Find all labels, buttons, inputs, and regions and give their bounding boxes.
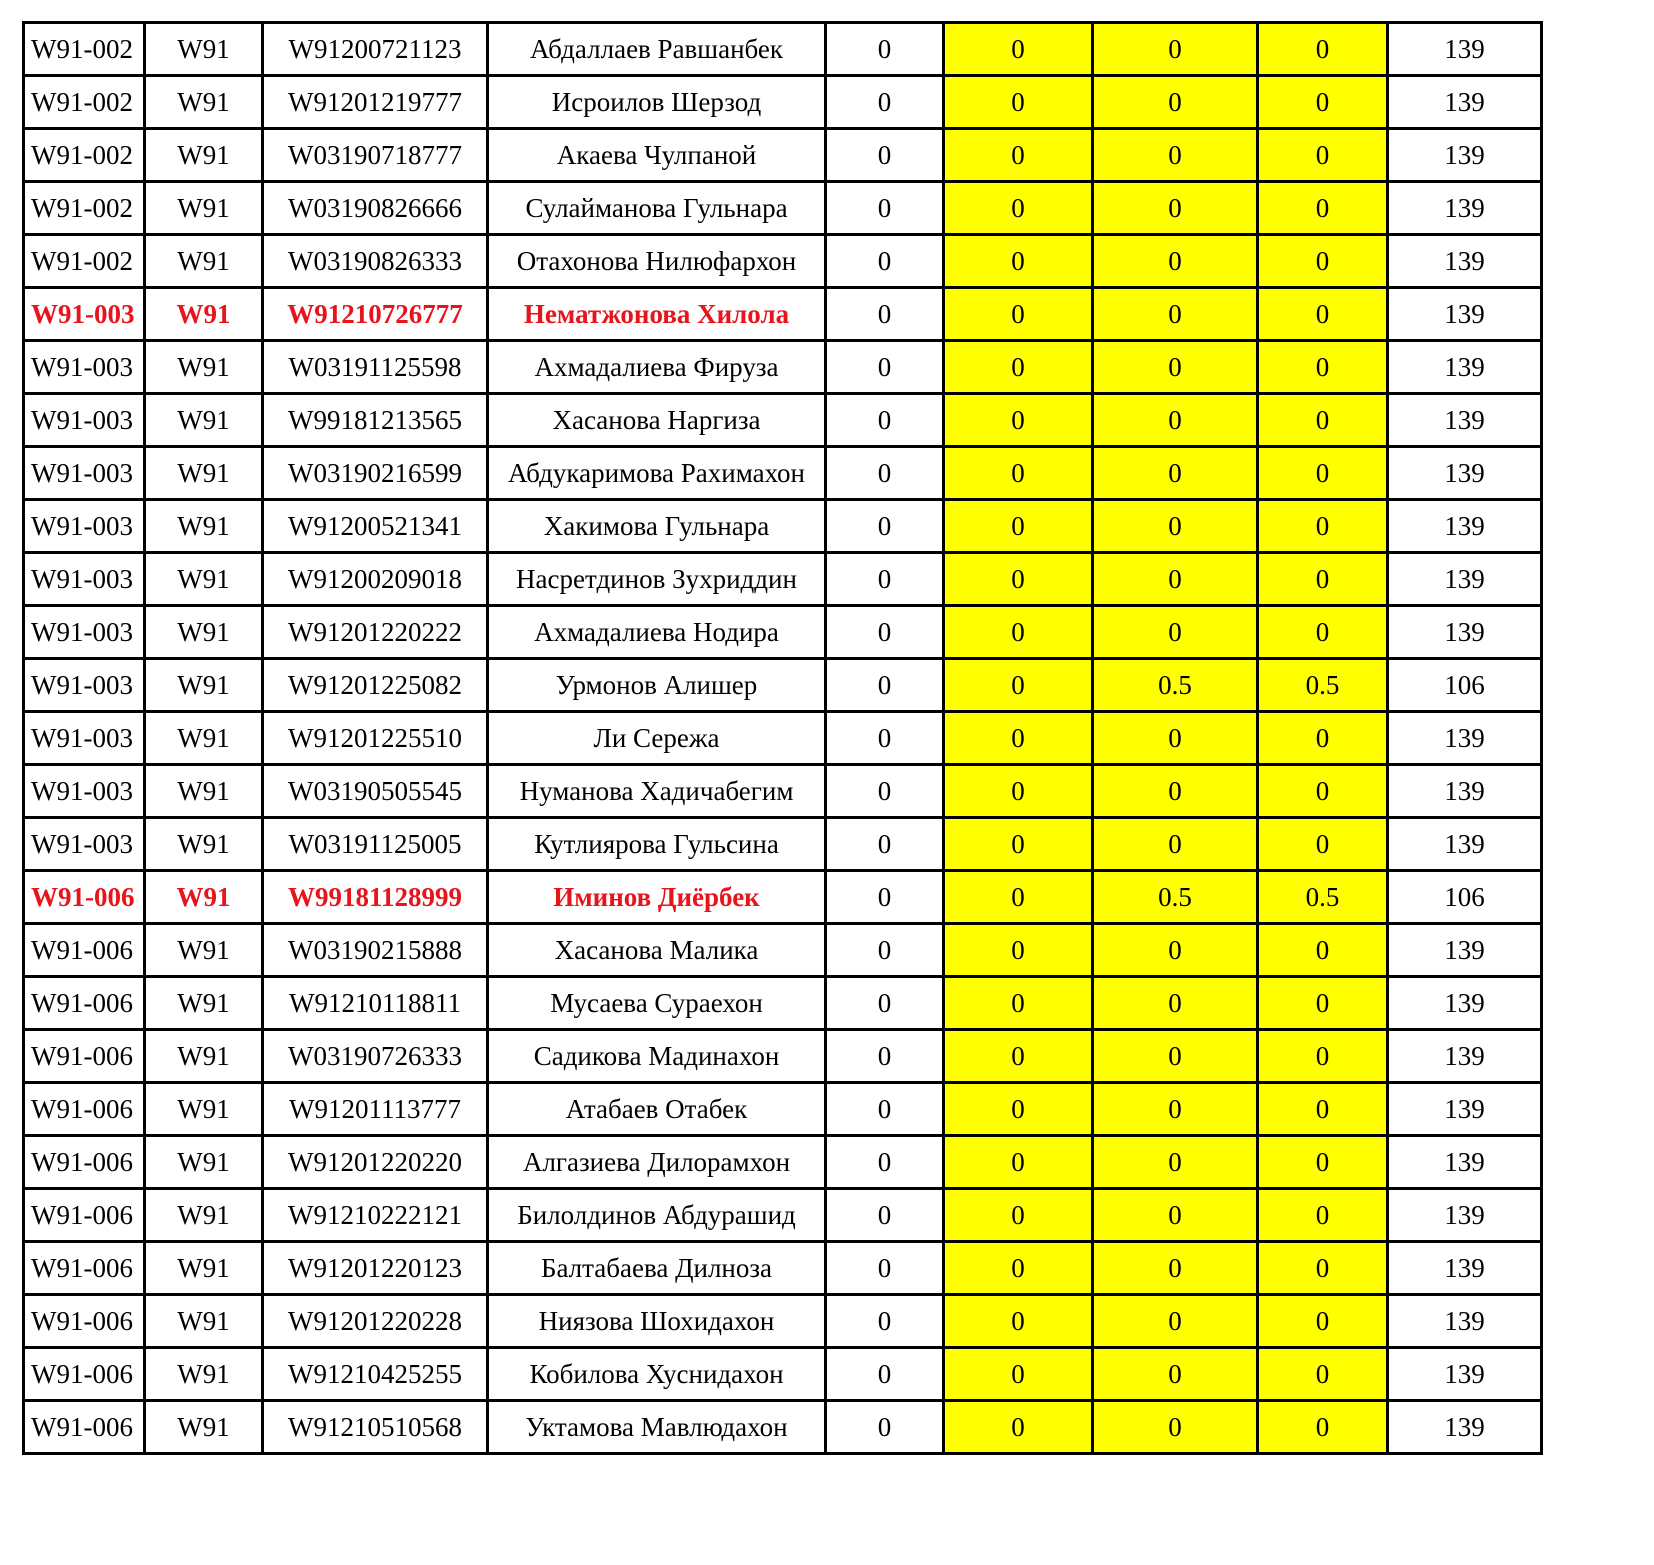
value4-cell: 0 (1258, 606, 1388, 659)
code-cell: W91 (145, 288, 263, 341)
value4-cell: 0.5 (1258, 659, 1388, 712)
id-cell: W91201220220 (263, 1136, 488, 1189)
value3-cell: 0 (1093, 447, 1258, 500)
id-cell: W91210510568 (263, 1401, 488, 1454)
value4-cell: 0 (1258, 924, 1388, 977)
value4-cell: 0 (1258, 288, 1388, 341)
value2-cell: 0 (944, 447, 1093, 500)
value2-cell: 0 (944, 871, 1093, 924)
value4-cell: 0 (1258, 23, 1388, 76)
value2-cell: 0 (944, 924, 1093, 977)
name-cell: Нематжонова Хилола (488, 288, 826, 341)
name-cell: Кутлиярова Гульсина (488, 818, 826, 871)
value4-cell: 0 (1258, 394, 1388, 447)
code-cell: W91 (145, 23, 263, 76)
total-cell: 139 (1388, 129, 1542, 182)
group-cell: W91-003 (24, 765, 145, 818)
value3-cell: 0 (1093, 712, 1258, 765)
group-cell: W91-006 (24, 977, 145, 1030)
id-cell: W03190718777 (263, 129, 488, 182)
id-cell: W99181128999 (263, 871, 488, 924)
value4-cell: 0 (1258, 1295, 1388, 1348)
group-cell: W91-003 (24, 500, 145, 553)
id-cell: W03190216599 (263, 447, 488, 500)
table-row (24, 924, 1542, 977)
value1-cell: 0 (826, 606, 944, 659)
group-cell: W91-003 (24, 341, 145, 394)
code-cell: W91 (145, 76, 263, 129)
group-cell: W91-003 (24, 394, 145, 447)
name-cell: Хасанова Наргиза (488, 394, 826, 447)
code-cell: W91 (145, 1295, 263, 1348)
group-cell: W91-006 (24, 871, 145, 924)
value2-cell: 0 (944, 1136, 1093, 1189)
value3-cell: 0 (1093, 288, 1258, 341)
value1-cell: 0 (826, 288, 944, 341)
group-cell: W91-006 (24, 1348, 145, 1401)
table-row (24, 1136, 1542, 1189)
table-row (24, 1295, 1542, 1348)
code-cell: W91 (145, 818, 263, 871)
group-cell: W91-003 (24, 447, 145, 500)
value4-cell: 0 (1258, 1348, 1388, 1401)
value4-cell: 0 (1258, 1401, 1388, 1454)
value3-cell: 0 (1093, 1136, 1258, 1189)
value2-cell: 0 (944, 1030, 1093, 1083)
name-cell: Билолдинов Абдурашид (488, 1189, 826, 1242)
value3-cell: 0 (1093, 1348, 1258, 1401)
value1-cell: 0 (826, 76, 944, 129)
value2-cell: 0 (944, 129, 1093, 182)
value2-cell: 0 (944, 182, 1093, 235)
value1-cell: 0 (826, 712, 944, 765)
code-cell: W91 (145, 659, 263, 712)
table-row (24, 500, 1542, 553)
value3-cell: 0 (1093, 1401, 1258, 1454)
table-row (24, 1242, 1542, 1295)
total-cell: 139 (1388, 1030, 1542, 1083)
value4-cell: 0 (1258, 447, 1388, 500)
value1-cell: 0 (826, 1189, 944, 1242)
value1-cell: 0 (826, 341, 944, 394)
id-cell: W91201219777 (263, 76, 488, 129)
value2-cell: 0 (944, 553, 1093, 606)
id-cell: W03191125005 (263, 818, 488, 871)
table-row (24, 1401, 1542, 1454)
value2-cell: 0 (944, 235, 1093, 288)
value4-cell: 0 (1258, 1136, 1388, 1189)
total-cell: 139 (1388, 1136, 1542, 1189)
value1-cell: 0 (826, 1348, 944, 1401)
value3-cell: 0 (1093, 1189, 1258, 1242)
value4-cell: 0 (1258, 182, 1388, 235)
value1-cell: 0 (826, 182, 944, 235)
table-row (24, 288, 1542, 341)
group-cell: W91-003 (24, 288, 145, 341)
value3-cell: 0 (1093, 341, 1258, 394)
total-cell: 139 (1388, 765, 1542, 818)
value1-cell: 0 (826, 1136, 944, 1189)
group-cell: W91-003 (24, 553, 145, 606)
value3-cell: 0.5 (1093, 871, 1258, 924)
value4-cell: 0 (1258, 765, 1388, 818)
value2-cell: 0 (944, 500, 1093, 553)
total-cell: 139 (1388, 76, 1542, 129)
table-row (24, 818, 1542, 871)
value4-cell: 0 (1258, 1083, 1388, 1136)
code-cell: W91 (145, 606, 263, 659)
name-cell: Садикова Мадинахон (488, 1030, 826, 1083)
value1-cell: 0 (826, 394, 944, 447)
table-row (24, 235, 1542, 288)
id-cell: W91201220123 (263, 1242, 488, 1295)
value4-cell: 0 (1258, 76, 1388, 129)
name-cell: Абдукаримова Рахимахон (488, 447, 826, 500)
value2-cell: 0 (944, 288, 1093, 341)
code-cell: W91 (145, 235, 263, 288)
value2-cell: 0 (944, 765, 1093, 818)
group-cell: W91-006 (24, 1401, 145, 1454)
total-cell: 139 (1388, 924, 1542, 977)
value3-cell: 0 (1093, 606, 1258, 659)
code-cell: W91 (145, 1401, 263, 1454)
table-row (24, 712, 1542, 765)
table-row (24, 871, 1542, 924)
value3-cell: 0.5 (1093, 659, 1258, 712)
group-cell: W91-002 (24, 182, 145, 235)
value4-cell: 0 (1258, 500, 1388, 553)
value2-cell: 0 (944, 1242, 1093, 1295)
total-cell: 139 (1388, 182, 1542, 235)
code-cell: W91 (145, 129, 263, 182)
code-cell: W91 (145, 1083, 263, 1136)
code-cell: W91 (145, 447, 263, 500)
code-cell: W91 (145, 712, 263, 765)
name-cell: Мусаева Сураехон (488, 977, 826, 1030)
name-cell: Акаева Чулпаной (488, 129, 826, 182)
name-cell: Сулайманова Гульнара (488, 182, 826, 235)
id-cell: W91201225510 (263, 712, 488, 765)
name-cell: Ахмадалиева Фируза (488, 341, 826, 394)
id-cell: W91210726777 (263, 288, 488, 341)
value1-cell: 0 (826, 924, 944, 977)
total-cell: 139 (1388, 977, 1542, 1030)
name-cell: Отахонова Нилюфархон (488, 235, 826, 288)
value3-cell: 0 (1093, 977, 1258, 1030)
value2-cell: 0 (944, 659, 1093, 712)
table-row (24, 659, 1542, 712)
value3-cell: 0 (1093, 500, 1258, 553)
id-cell: W91200209018 (263, 553, 488, 606)
total-cell: 106 (1388, 659, 1542, 712)
total-cell: 139 (1388, 1242, 1542, 1295)
group-cell: W91-006 (24, 1136, 145, 1189)
name-cell: Хасанова Малика (488, 924, 826, 977)
name-cell: Ниязова Шохидахон (488, 1295, 826, 1348)
value2-cell: 0 (944, 394, 1093, 447)
group-cell: W91-003 (24, 606, 145, 659)
value1-cell: 0 (826, 23, 944, 76)
value4-cell: 0 (1258, 1242, 1388, 1295)
value4-cell: 0 (1258, 341, 1388, 394)
code-cell: W91 (145, 765, 263, 818)
value3-cell: 0 (1093, 1030, 1258, 1083)
name-cell: Ли Сережа (488, 712, 826, 765)
name-cell: Исроилов Шерзод (488, 76, 826, 129)
code-cell: W91 (145, 500, 263, 553)
value3-cell: 0 (1093, 76, 1258, 129)
value3-cell: 0 (1093, 818, 1258, 871)
value3-cell: 0 (1093, 23, 1258, 76)
id-cell: W91210425255 (263, 1348, 488, 1401)
table-row (24, 977, 1542, 1030)
table-row (24, 1083, 1542, 1136)
value1-cell: 0 (826, 1083, 944, 1136)
value1-cell: 0 (826, 765, 944, 818)
value4-cell: 0 (1258, 818, 1388, 871)
total-cell: 139 (1388, 1348, 1542, 1401)
code-cell: W91 (145, 1242, 263, 1295)
name-cell: Иминов Диёрбек (488, 871, 826, 924)
value2-cell: 0 (944, 23, 1093, 76)
total-cell: 139 (1388, 1189, 1542, 1242)
value1-cell: 0 (826, 977, 944, 1030)
value4-cell: 0 (1258, 553, 1388, 606)
value1-cell: 0 (826, 447, 944, 500)
table-row (24, 23, 1542, 76)
value4-cell: 0 (1258, 129, 1388, 182)
table-row (24, 129, 1542, 182)
value3-cell: 0 (1093, 1295, 1258, 1348)
value3-cell: 0 (1093, 765, 1258, 818)
total-cell: 139 (1388, 235, 1542, 288)
value2-cell: 0 (944, 712, 1093, 765)
total-cell: 139 (1388, 712, 1542, 765)
value4-cell: 0 (1258, 235, 1388, 288)
total-cell: 139 (1388, 447, 1542, 500)
value1-cell: 0 (826, 1242, 944, 1295)
group-cell: W91-006 (24, 1295, 145, 1348)
value3-cell: 0 (1093, 235, 1258, 288)
name-cell: Алгазиева Дилорамхон (488, 1136, 826, 1189)
id-cell: W03190826666 (263, 182, 488, 235)
code-cell: W91 (145, 977, 263, 1030)
name-cell: Ахмадалиева Нодира (488, 606, 826, 659)
table-row (24, 606, 1542, 659)
value4-cell: 0 (1258, 977, 1388, 1030)
total-cell: 139 (1388, 288, 1542, 341)
name-cell: Нуманова Хадичабегим (488, 765, 826, 818)
name-cell: Урмонов Алишер (488, 659, 826, 712)
id-cell: W03190826333 (263, 235, 488, 288)
group-cell: W91-002 (24, 129, 145, 182)
value2-cell: 0 (944, 1189, 1093, 1242)
id-cell: W99181213565 (263, 394, 488, 447)
table-row (24, 182, 1542, 235)
value4-cell: 0 (1258, 712, 1388, 765)
code-cell: W91 (145, 182, 263, 235)
total-cell: 139 (1388, 23, 1542, 76)
value3-cell: 0 (1093, 1242, 1258, 1295)
id-cell: W91200721123 (263, 23, 488, 76)
id-cell: W03190215888 (263, 924, 488, 977)
total-cell: 139 (1388, 341, 1542, 394)
total-cell: 139 (1388, 1401, 1542, 1454)
value1-cell: 0 (826, 129, 944, 182)
table-row (24, 341, 1542, 394)
table-row (24, 1348, 1542, 1401)
student-table (22, 21, 1543, 1455)
value4-cell: 0 (1258, 1030, 1388, 1083)
table-body (24, 23, 1542, 1454)
value1-cell: 0 (826, 553, 944, 606)
table-row (24, 1030, 1542, 1083)
table-row (24, 765, 1542, 818)
value3-cell: 0 (1093, 129, 1258, 182)
code-cell: W91 (145, 1030, 263, 1083)
value2-cell: 0 (944, 606, 1093, 659)
value2-cell: 0 (944, 977, 1093, 1030)
name-cell: Балтабаева Дилноза (488, 1242, 826, 1295)
value1-cell: 0 (826, 818, 944, 871)
group-cell: W91-002 (24, 235, 145, 288)
code-cell: W91 (145, 924, 263, 977)
group-cell: W91-006 (24, 1242, 145, 1295)
value3-cell: 0 (1093, 1083, 1258, 1136)
name-cell: Атабаев Отабек (488, 1083, 826, 1136)
value3-cell: 0 (1093, 394, 1258, 447)
code-cell: W91 (145, 1189, 263, 1242)
table-row (24, 394, 1542, 447)
total-cell: 139 (1388, 553, 1542, 606)
total-cell: 139 (1388, 606, 1542, 659)
value1-cell: 0 (826, 1030, 944, 1083)
name-cell: Кобилова Хуснидахон (488, 1348, 826, 1401)
value3-cell: 0 (1093, 182, 1258, 235)
code-cell: W91 (145, 1348, 263, 1401)
total-cell: 139 (1388, 394, 1542, 447)
name-cell: Хакимова Гульнара (488, 500, 826, 553)
table-row (24, 447, 1542, 500)
id-cell: W03190726333 (263, 1030, 488, 1083)
id-cell: W03190505545 (263, 765, 488, 818)
value3-cell: 0 (1093, 553, 1258, 606)
group-cell: W91-006 (24, 1030, 145, 1083)
total-cell: 139 (1388, 1083, 1542, 1136)
value2-cell: 0 (944, 1295, 1093, 1348)
value1-cell: 0 (826, 871, 944, 924)
value2-cell: 0 (944, 1083, 1093, 1136)
group-cell: W91-002 (24, 23, 145, 76)
table-row (24, 1189, 1542, 1242)
value2-cell: 0 (944, 818, 1093, 871)
group-cell: W91-006 (24, 1189, 145, 1242)
table-row (24, 76, 1542, 129)
total-cell: 139 (1388, 1295, 1542, 1348)
group-cell: W91-006 (24, 1083, 145, 1136)
id-cell: W91201220222 (263, 606, 488, 659)
name-cell: Абдаллаев Равшанбек (488, 23, 826, 76)
value3-cell: 0 (1093, 924, 1258, 977)
id-cell: W91210118811 (263, 977, 488, 1030)
code-cell: W91 (145, 1136, 263, 1189)
code-cell: W91 (145, 871, 263, 924)
value1-cell: 0 (826, 235, 944, 288)
total-cell: 139 (1388, 500, 1542, 553)
value1-cell: 0 (826, 1401, 944, 1454)
value2-cell: 0 (944, 341, 1093, 394)
group-cell: W91-003 (24, 818, 145, 871)
value4-cell: 0 (1258, 1189, 1388, 1242)
value2-cell: 0 (944, 1401, 1093, 1454)
id-cell: W91201113777 (263, 1083, 488, 1136)
value1-cell: 0 (826, 1295, 944, 1348)
id-cell: W91210222121 (263, 1189, 488, 1242)
id-cell: W91201220228 (263, 1295, 488, 1348)
code-cell: W91 (145, 553, 263, 606)
value4-cell: 0.5 (1258, 871, 1388, 924)
id-cell: W03191125598 (263, 341, 488, 394)
name-cell: Уктамова Мавлюдахон (488, 1401, 826, 1454)
code-cell: W91 (145, 341, 263, 394)
value2-cell: 0 (944, 76, 1093, 129)
name-cell: Насретдинов Зухриддин (488, 553, 826, 606)
group-cell: W91-003 (24, 712, 145, 765)
code-cell: W91 (145, 394, 263, 447)
group-cell: W91-003 (24, 659, 145, 712)
total-cell: 139 (1388, 818, 1542, 871)
group-cell: W91-006 (24, 924, 145, 977)
value1-cell: 0 (826, 659, 944, 712)
table-row (24, 553, 1542, 606)
id-cell: W91201225082 (263, 659, 488, 712)
id-cell: W91200521341 (263, 500, 488, 553)
group-cell: W91-002 (24, 76, 145, 129)
value2-cell: 0 (944, 1348, 1093, 1401)
value1-cell: 0 (826, 500, 944, 553)
total-cell: 106 (1388, 871, 1542, 924)
